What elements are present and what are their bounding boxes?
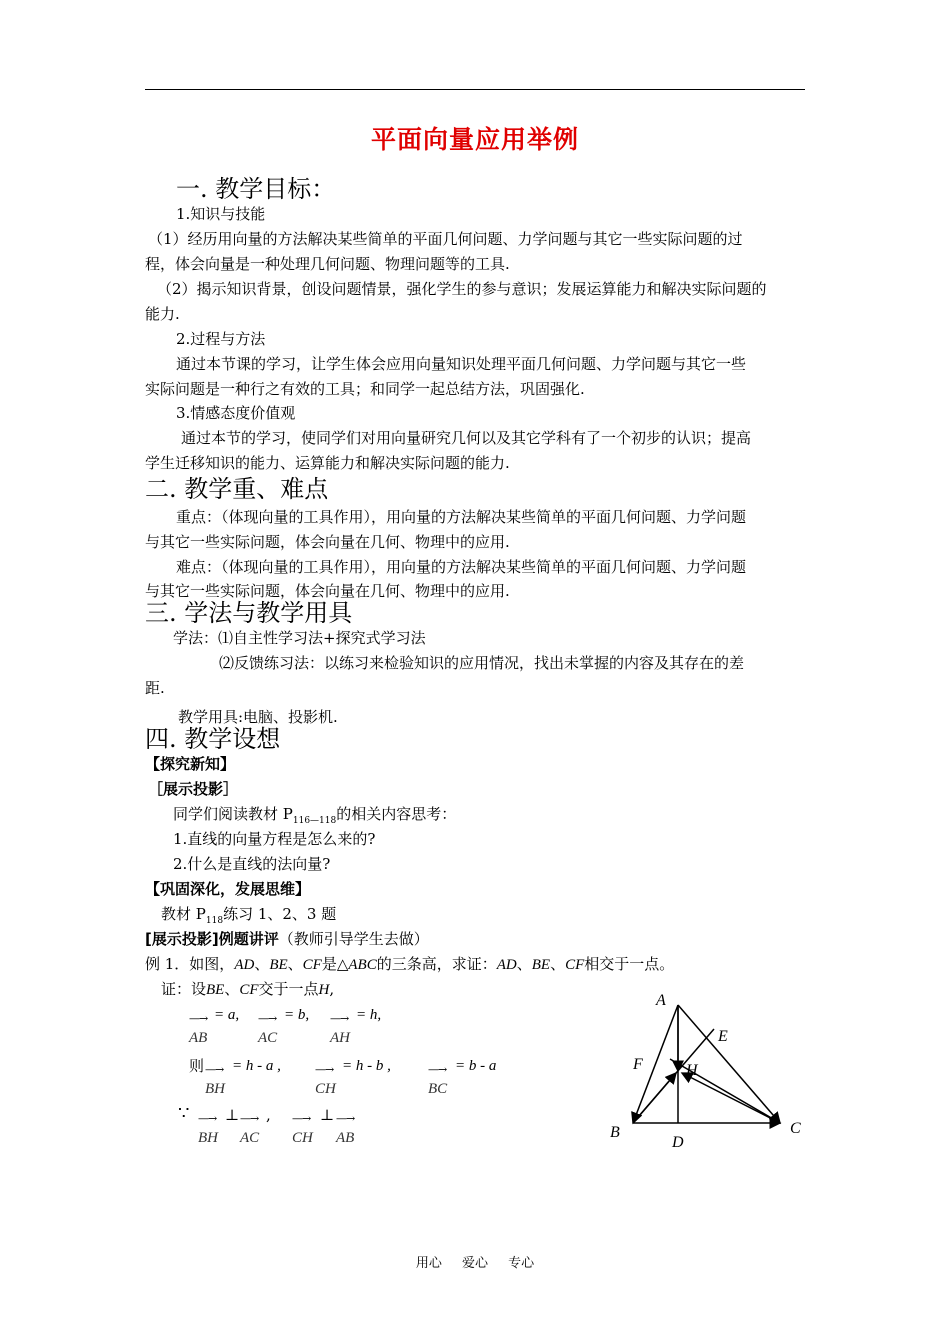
- vec-ab: —→ AB: [189, 1012, 208, 1046]
- page-title: 平面向量应用举例: [370, 125, 579, 154]
- label-e: E: [718, 1028, 728, 1045]
- s1-p3a: 通过本节课的学习，让学生体会应用向量知识处理平面几何问题、力学问题与其它一些: [176, 355, 747, 373]
- vec-bc: —→ BC: [428, 1063, 448, 1097]
- section-1-heading: 一. 教学目标：: [176, 175, 336, 203]
- s1-p4b: 学生迁移知识的能力、运算能力和解决实际问题的能力.: [145, 454, 510, 472]
- vector-bh: [633, 1073, 676, 1123]
- s2-p2b: 与其它一些实际问题，体会向量在几何、物理中的应用.: [145, 582, 510, 600]
- eq-ah: = h,: [356, 1007, 382, 1023]
- s1-p1a: （1）经历用向量的方法解决某些简单的平面几何问题、力学问题与其它一些实际问题的过: [148, 230, 743, 248]
- question-1: 1.直线的向量方程是怎么来的?: [173, 830, 376, 848]
- because-symbol: ∵: [178, 1103, 190, 1124]
- tag-projection: ［展示投影］: [148, 780, 239, 798]
- comma-sep: ,: [266, 1106, 271, 1124]
- eq-ac: = b,: [284, 1007, 310, 1023]
- section-3-heading: 三. 学法与教学用具: [145, 599, 353, 627]
- triangle-figure: [600, 985, 820, 1155]
- read-instruction: 同学们阅读教材 $P_{116—118}$的相关内容思考：: [173, 805, 457, 826]
- tag-example: [展示投影]例题讲评（教师引导学生去做）: [145, 930, 429, 948]
- eq-bh: = h - a ,: [232, 1058, 281, 1074]
- vec-ah: —→ AH: [330, 1012, 350, 1046]
- header-rule: [145, 89, 805, 90]
- proof-start: 证：设BE、CF交于一点H,: [161, 980, 335, 998]
- footer-item: 用心: [415, 1256, 442, 1271]
- vec-ch-2: —→ CH: [292, 1112, 313, 1146]
- s1-p1b: 程，体会向量是一种处理几何问题、物理问题等的工具.: [145, 255, 510, 273]
- s2-p1a: 重点：（体现向量的工具作用），用向量的方法解决某些简单的平面几何问题、力学问题: [176, 508, 747, 526]
- s1-p4a: 通过本节的学习，使同学们对用向量研究几何以及其它学科有了一个初步的认识；提高: [181, 429, 752, 447]
- exercise-line: 教材 $P_{118}$练习 1、2、3 题: [161, 905, 337, 926]
- label-c: C: [790, 1120, 801, 1137]
- page-footer: [0, 1252, 950, 1271]
- footer-item: 爱心: [461, 1256, 488, 1271]
- example-1: 例 1．如图，AD、BE、CF是△ABC的三条高，求证：AD、BE、CF相交于一点。: [145, 955, 675, 973]
- vec-ac-2: —→ AC: [240, 1112, 260, 1146]
- s1-sub3: 3.情感态度价值观: [176, 404, 296, 422]
- section-4-heading: 四. 教学设想: [145, 725, 281, 753]
- s1-p2a: （2）揭示知识背景，创设问题情景，强化学生的参与意识；发展运算能力和解决实际问题的: [157, 280, 767, 298]
- then-label: 则: [189, 1057, 205, 1075]
- s3-p2a: ⑵反馈练习法：以练习来检验知识的应用情况，找出未掌握的内容及其存在的差: [219, 654, 745, 672]
- question-2: 2.什么是直线的法向量?: [173, 855, 331, 873]
- vector-ch: [682, 1073, 780, 1123]
- s2-p2a: 难点：（体现向量的工具作用），用向量的方法解决某些简单的平面几何问题、力学问题: [176, 558, 747, 576]
- label-d: D: [672, 1134, 684, 1151]
- vec-bh-2: —→ BH: [198, 1112, 218, 1146]
- label-a: A: [656, 992, 666, 1009]
- s1-p2b: 能力.: [145, 305, 180, 323]
- perp-2: ⊥: [320, 1106, 335, 1124]
- vec-ac: —→ AC: [258, 1012, 278, 1046]
- s2-p1b: 与其它一些实际问题，体会向量在几何、物理中的应用.: [145, 533, 510, 551]
- section-2-heading: 二. 教学重、难点: [145, 475, 329, 503]
- label-h: H: [686, 1062, 698, 1079]
- footer-item: 专心: [508, 1256, 535, 1271]
- s3-p2b: 距.: [145, 679, 165, 697]
- eq-ch: = h - b ,: [342, 1058, 391, 1074]
- vec-bh: —→ BH: [205, 1063, 225, 1097]
- vec-ab-2: —→ AB: [336, 1112, 355, 1146]
- s1-sub1: 1.知识与技能: [176, 205, 266, 223]
- vec-ch: —→ CH: [315, 1063, 336, 1097]
- perp-1: ⊥: [225, 1106, 240, 1124]
- tag-consolidate: 【巩固深化，发展思维】: [145, 880, 311, 898]
- s3-p3: 教学用具:电脑、投影机.: [178, 708, 338, 726]
- label-f: F: [633, 1056, 643, 1073]
- eq-bc: = b - a: [455, 1058, 497, 1074]
- s3-p1: 学法：⑴自主性学习法+探究式学习法: [173, 629, 426, 647]
- tag-explore: 【探究新知】: [145, 755, 236, 773]
- label-b: B: [610, 1124, 620, 1141]
- s1-sub2: 2.过程与方法: [176, 330, 266, 348]
- eq-ab: = a,: [214, 1007, 240, 1023]
- s1-p3b: 实际问题是一种行之有效的工具；和同学一起总结方法，巩固强化.: [145, 380, 585, 398]
